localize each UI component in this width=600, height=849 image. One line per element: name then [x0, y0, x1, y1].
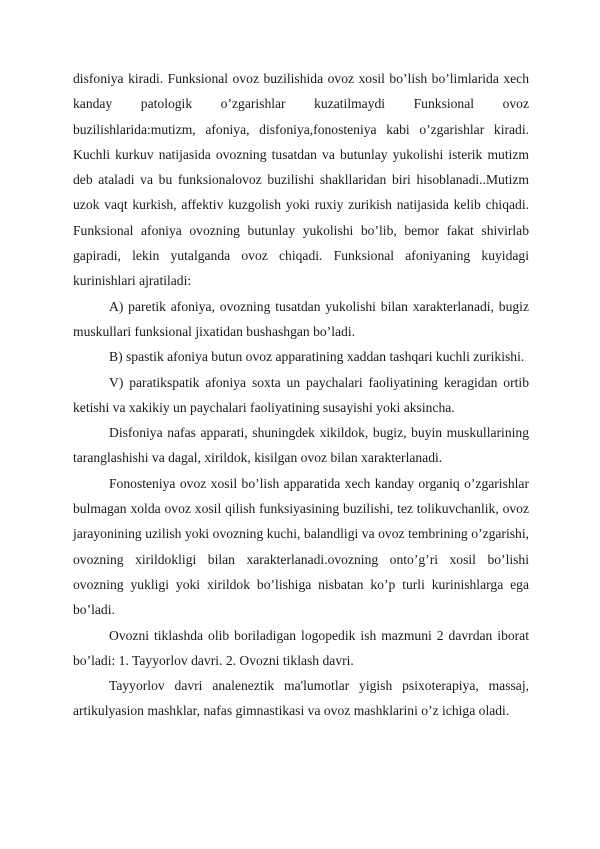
paragraph-5: Disfoniya nafas apparati, shuningdek xikildok, bugiz, buyin muskullarining taranglashishi va dagal, xirildok, kisilgan ovoz bilan xarakterlanadi. — [73, 425, 529, 466]
paragraph-8: Tayyorlov davri analeneztik ma'lumotlar yigish psixoterapiya, massaj, artikulyasion mashklar, nafas gimnastikasi va ovoz mashklarini o’z ichiga oladi. — [73, 678, 529, 719]
paragraph-7: Ovozni tiklashda olib boriladigan logopedik ish mazmuni 2 davrdan iborat bo’ladi: 1. Tayyorlov davri. 2. Ovozni tiklash davri. — [73, 627, 529, 668]
paragraph-4: V) paratikspatik afoniya soxta un paychalari faoliyatining keragidan ortib ketishi va xakikiy un paychalari faoliyatining susayishi yoki aksincha. — [73, 374, 529, 415]
paragraph-2: A) paretik afoniya, ovozning tusatdan yukolishi bilan xarakterlanadi, bugiz muskullari funksional jixatidan bushashgan bo’ladi. — [73, 298, 529, 339]
paragraph-6: Fonosteniya ovoz xosil bo’lish apparatida xech kanday organiq o’zgarishlar bulmagan xolda ovoz xosil qilish funksiyasining buzilishi, tez tolikuvchanlik, ovoz jarayonining uzilish yoki ovozning kuchi, balandligi va ovoz tembrining o’zgarishi, ovozning xirildokligi bilan xarakterlanadi.ovozning onto’g’ri xosil bo’lishi ovozning yukligi yoki xirildok bo’lishiga nisbatan ko’p turli kurinishlarga ega bo’ladi. — [73, 475, 529, 618]
paragraph-1: disfoniya kiradi. Funksional ovoz buzilishida ovoz xosil bo’lish bo’limlarida xech kanday patologik o’zgarishlar kuzatilmaydi Funksional ovoz buzilishlarida:mutizm, afoniya, disfoniya,fonosteniya kabi o’zgarishlar kiradi. Kuchli kurkuv natijasida ovozning tusatdan va butunlay yukolishi isterik mutizm deb ataladi va bu funksionalovoz buzilishi shakllaridan biri hisoblanadi..Mutizm uzok vaqt kurkish, affektiv kuzgolish yoki ruxiy zurikish natijasida kelib chiqadi. Funksional afoniya ovozning butunlay yukolishi bo’lib, bemor fakat shivirlab gapiradi, lekin yutalganda ovoz chiqadi. Funksional afoniyaning kuyidagi kurinishlari ajratiladi: — [73, 71, 529, 289]
document-body — [73, 66, 529, 724]
paragraph-3: B) spastik afoniya butun ovoz apparatining xaddan tashqari kuchli zurikishi. — [109, 349, 525, 365]
